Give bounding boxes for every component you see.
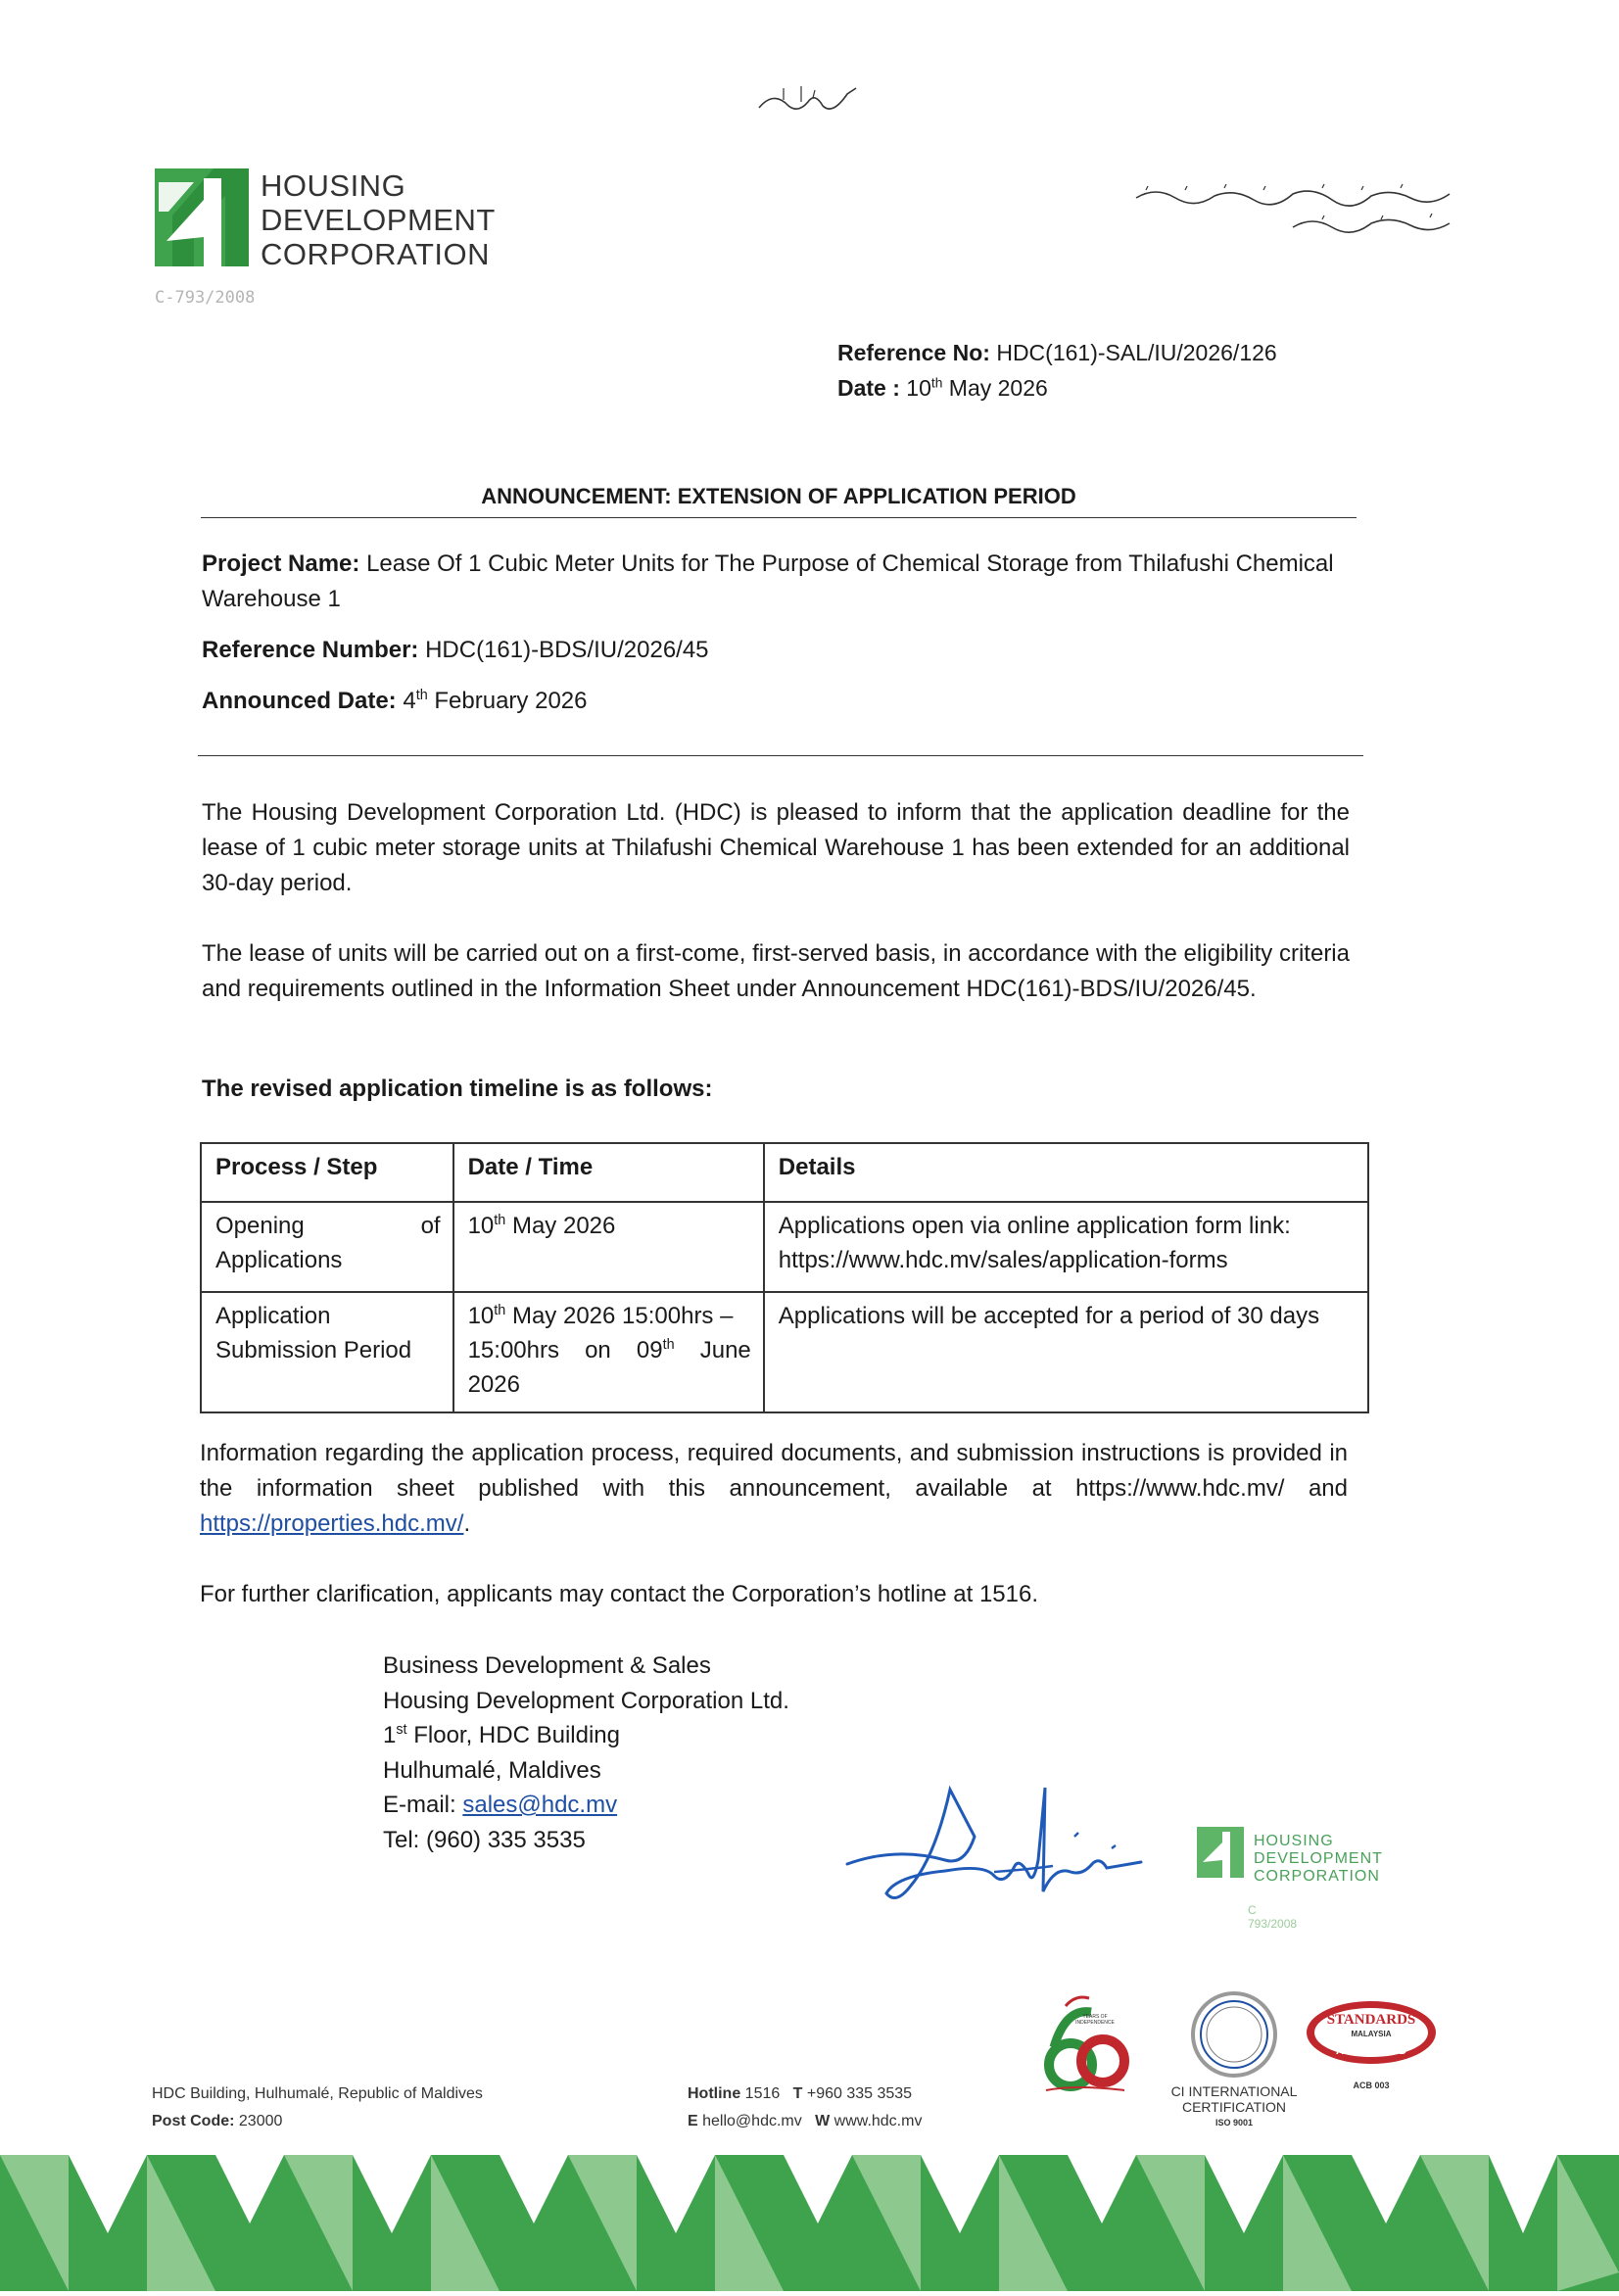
- date-pre: 15:00hrs on 09: [467, 1337, 663, 1363]
- date-rest: May 2026 15:00hrs –: [511, 1303, 734, 1329]
- timeline-table: [200, 1142, 1369, 1413]
- stamp-text: [1254, 1833, 1383, 1886]
- date-line3: 2026: [467, 1371, 520, 1398]
- address-email: [383, 1788, 789, 1823]
- contact-address: [383, 1649, 789, 1857]
- cell-process-line2: Applications: [215, 1247, 343, 1273]
- announced-date-label: Announced Date:: [202, 688, 397, 714]
- footer-phone-line: [688, 2081, 922, 2108]
- reference-number-label: Reference No:: [837, 340, 990, 365]
- footer-address-line: HDC Building, Hulhumalé, Republic of Maldives: [152, 2085, 483, 2102]
- stamp-logo-mark: [1197, 1827, 1244, 1878]
- floor-suffix: st: [396, 1722, 407, 1738]
- date-suffix: th: [494, 1303, 506, 1318]
- standards-line1: STANDARDS: [1326, 2012, 1416, 2028]
- date-day: 10: [906, 375, 931, 401]
- bismillah-calligraphy: [754, 80, 862, 120]
- timeline-heading: The revised application timeline is as follows:: [202, 1076, 713, 1102]
- footer-email-value: hello@hdc.mv: [702, 2113, 802, 2129]
- project-reference-label: Reference Number:: [202, 637, 419, 663]
- web-value: www.hdc.mv: [833, 2113, 923, 2129]
- date-rest: May 2026: [948, 375, 1048, 401]
- date-suffix: th: [930, 375, 943, 391]
- cell-process-line1: [215, 1209, 441, 1243]
- ci-line2: CERTIFICATION: [1181, 2099, 1287, 2115]
- dhivehi-org-name: [1126, 176, 1459, 245]
- table-header-row: [201, 1143, 1368, 1202]
- project-reference-value: HDC(161)-BDS/IU/2026/45: [425, 637, 709, 663]
- announced-date-suffix: th: [415, 688, 428, 703]
- project-divider: [198, 755, 1363, 756]
- address-floor: [383, 1718, 789, 1753]
- org-name-line3: CORPORATION: [261, 237, 490, 271]
- cell-process: [201, 1292, 453, 1412]
- company-stamp: [1197, 1827, 1383, 1931]
- information-text: Information regarding the application process, required documents, and submission instructions is provided in the information sheet published with this announcement, available at https://www.hdc.mv/ and: [200, 1440, 1348, 1502]
- date-suffix: th: [662, 1337, 675, 1353]
- stamp-line2: DEVELOPMENT: [1254, 1850, 1383, 1867]
- independence-caption: YEARS OF INDEPENDENCE: [1075, 2014, 1115, 2026]
- footer-email-label: E: [688, 2113, 698, 2129]
- footer-web-line: [688, 2108, 922, 2135]
- reference-number-row: [202, 633, 1338, 668]
- closing-paragraphs: [200, 1436, 1348, 1648]
- reference-block: [837, 335, 1277, 406]
- project-name-label: Project Name:: [202, 550, 360, 577]
- ci-line1: CI INTERNATIONAL: [1170, 2083, 1298, 2099]
- cell-details: Applications will be accepted for a period of 30 days: [764, 1292, 1368, 1412]
- cell-date: [453, 1202, 764, 1292]
- phone-label: T: [792, 2085, 803, 2102]
- paragraph-hotline: For further clarification, applicants may contact the Corporation’s hotline at 1516.: [200, 1581, 1039, 1607]
- reference-number-value: HDC(161)-SAL/IU/2026/126: [996, 340, 1277, 365]
- header-date: Date / Time: [453, 1143, 764, 1202]
- project-info: [202, 547, 1338, 735]
- date-day: 10: [467, 1213, 495, 1239]
- ci-caption: [1170, 2083, 1298, 2130]
- hotline-value: 1516: [744, 2085, 781, 2102]
- standards-line3: ACCREDITED: [1335, 2045, 1407, 2057]
- postcode-value: 23000: [238, 2113, 283, 2129]
- org-name-line2: DEVELOPMENT: [261, 203, 496, 237]
- cell-process: [201, 1202, 453, 1292]
- announcement-body: [202, 795, 1350, 1042]
- paragraph-extension: The Housing Development Corporation Ltd. (HDC) is pleased to inform that the application deadline for the lease of 1 cubic meter storage units at Thilafushi Chemical Warehouse 1 has been extended for an additional 30-day period.: [202, 799, 1350, 896]
- standards-code: ACB 003: [1353, 2081, 1390, 2090]
- project-name-row: [202, 547, 1338, 617]
- date-suffix: th: [494, 1213, 506, 1228]
- floor-rest: Floor, HDC Building: [413, 1722, 620, 1748]
- footer-postcode: [152, 2108, 483, 2135]
- signature: [837, 1778, 1151, 1915]
- cell-details: Applications open via online application form link: https://www.hdc.mv/sales/application-forms: [764, 1202, 1368, 1292]
- process-word: of: [420, 1213, 441, 1239]
- date-label: Date :: [837, 375, 900, 401]
- hotline-label: Hotline: [688, 2085, 741, 2102]
- announced-date-rest: February 2026: [434, 688, 588, 714]
- date-line1: [468, 1299, 751, 1333]
- registration-number: C-793/2008: [155, 288, 256, 308]
- date-day: 10: [467, 1303, 495, 1329]
- table-row: [201, 1292, 1368, 1412]
- footer-contact: [688, 2081, 922, 2135]
- postcode-label: Post Code:: [152, 2113, 235, 2129]
- hdc-logo-mark: [155, 168, 249, 266]
- date-rest: May 2026: [511, 1213, 616, 1239]
- cell-date: [453, 1292, 764, 1412]
- email-link[interactable]: sales@hdc.mv: [462, 1792, 618, 1818]
- stamp-line1: HOUSING: [1254, 1833, 1334, 1849]
- header-process: Process / Step: [201, 1143, 453, 1202]
- footer-address: [152, 2081, 483, 2135]
- phone-value: +960 335 3535: [806, 2085, 913, 2102]
- date-line2: [468, 1333, 751, 1367]
- address-tel: Tel: (960) 335 3535: [383, 1826, 586, 1853]
- announced-date-row: [202, 684, 1338, 719]
- web-label: W: [815, 2113, 831, 2129]
- org-name-line1: HOUSING: [261, 168, 406, 203]
- paragraph-information: [200, 1436, 1348, 1542]
- independence-60-logo: [1036, 1988, 1134, 2096]
- address-company: Housing Development Corporation Ltd.: [383, 1687, 789, 1714]
- stamp-line3: CORPORATION: [1254, 1868, 1380, 1885]
- project-name-value: Lease Of 1 Cubic Meter Units for The Purpose of Chemical Storage from Thilafushi Chemical Warehouse 1: [202, 550, 1334, 612]
- green-triangle-banner: [0, 2155, 1619, 2291]
- paragraph-basis: The lease of units will be carried out on a first-come, first-served basis, in accordance with the eligibility criteria and requirements outlined in the Information Sheet under Announcement HDC(161)-BDS/IU/2026/45.: [202, 940, 1350, 1002]
- date-line: [837, 370, 1277, 406]
- cell-process-line2: Submission Period: [215, 1337, 412, 1363]
- address-department: Business Development & Sales: [383, 1652, 711, 1679]
- email-label: E-mail:: [383, 1792, 456, 1818]
- standards-malaysia-logo: [1303, 1998, 1440, 2096]
- stamp-registration: C 793/2008: [1248, 1903, 1298, 1931]
- properties-link[interactable]: https://properties.hdc.mv/: [200, 1510, 464, 1537]
- hdc-logo-wordmark: [261, 168, 496, 271]
- ci-certification-logo: [1170, 1990, 1298, 2137]
- floor-number: 1: [383, 1722, 397, 1748]
- header-details: Details: [764, 1143, 1368, 1202]
- address-city: Hulhumalé, Maldives: [383, 1756, 601, 1784]
- information-end: .: [463, 1510, 471, 1537]
- title-divider: [201, 517, 1357, 518]
- announcement-title: ANNOUNCEMENT: EXTENSION OF APPLICATION PERIOD: [481, 484, 1076, 508]
- ci-line3: ISO 9001: [1214, 2118, 1254, 2128]
- reference-number-line: [837, 335, 1277, 370]
- announced-date-day: 4: [403, 688, 416, 714]
- standards-line2: MALAYSIA: [1351, 2030, 1392, 2038]
- process-word: Opening: [215, 1213, 305, 1239]
- date-rest: June: [699, 1337, 751, 1363]
- table-row: [201, 1202, 1368, 1292]
- cell-process-line1: Application: [215, 1303, 331, 1329]
